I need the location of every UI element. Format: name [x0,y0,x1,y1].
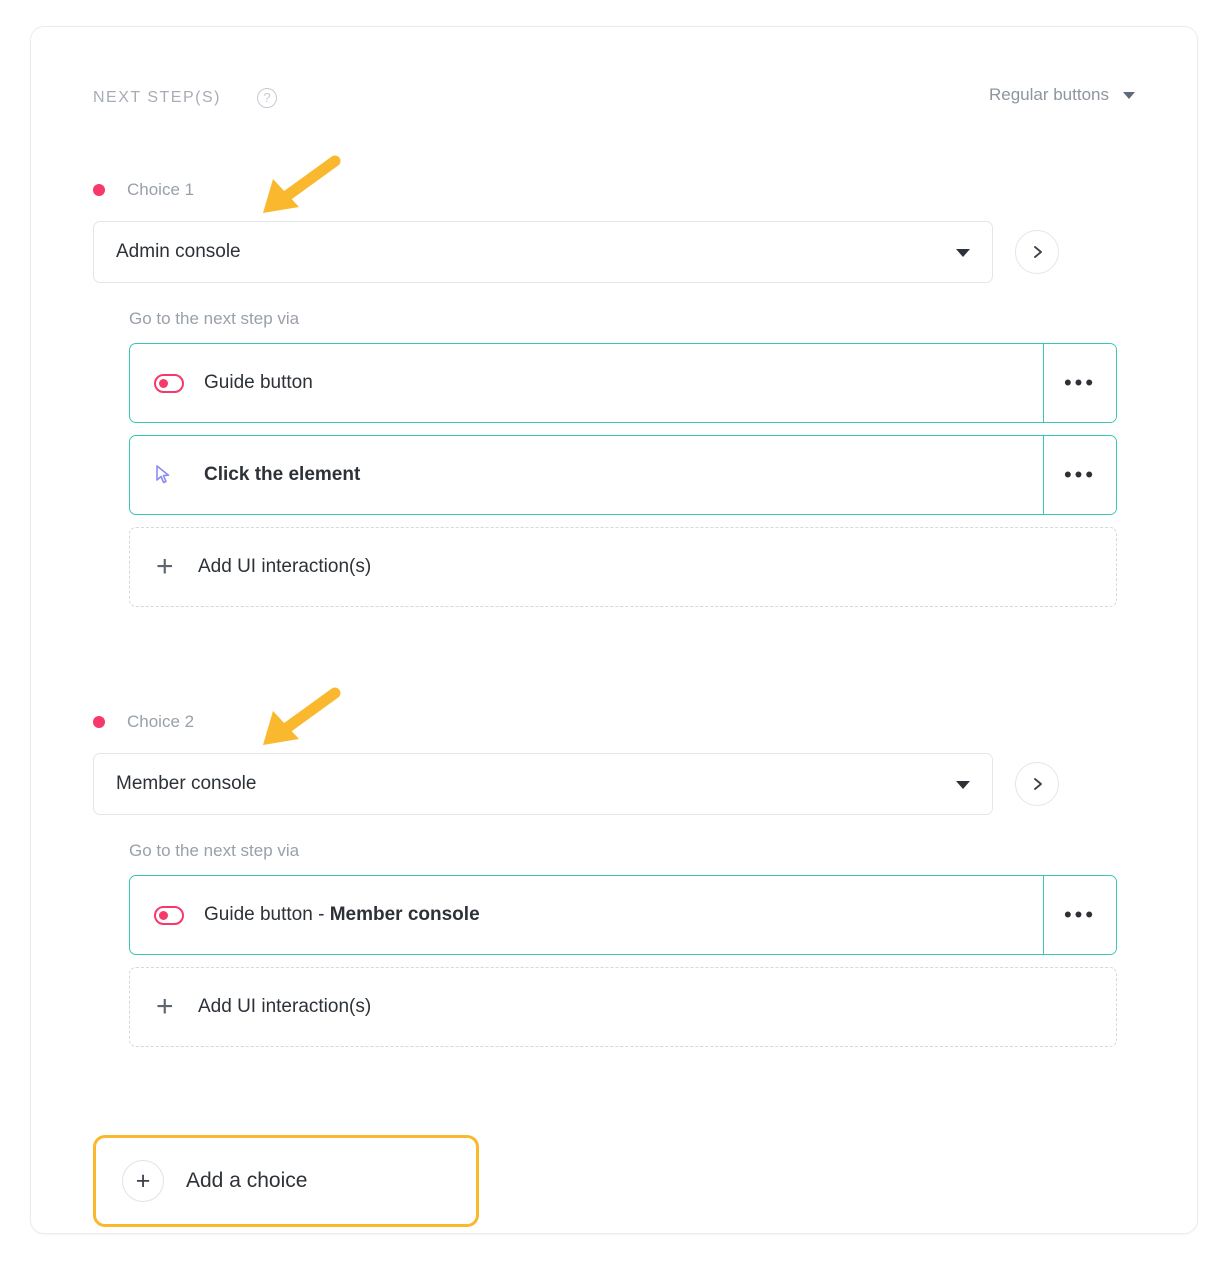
toggle-pill-icon [154,906,194,925]
choice-dot-icon [93,716,105,728]
choice-1-via-label: Go to the next step via [129,309,300,328]
question-circle-icon[interactable]: ? [257,88,277,108]
cursor-arrow-icon [154,464,194,486]
chevron-down-icon [1123,92,1135,99]
choice-1-header [93,177,1149,203]
next-steps-panel [30,26,1198,1234]
add-a-choice-button[interactable] [93,1135,479,1227]
choice-1-target-select[interactable] [93,221,993,283]
panel-header [93,85,1135,117]
interaction-row[interactable] [129,875,1117,955]
plus-circle-icon: + [122,1160,164,1202]
choice-1-interactions [129,343,1117,607]
page-title: NEXT STEP(S) [93,89,221,106]
interaction-label: Click the element [204,464,361,485]
choice-dot-icon [93,184,105,196]
choice-1-label: Choice 1 [127,180,195,199]
interaction-row[interactable] [129,435,1117,515]
interaction-more-menu[interactable]: ••• [1043,344,1116,422]
chevron-down-icon [956,781,970,789]
plus-icon: + [156,550,174,583]
choice-block-2 [93,709,1149,1047]
choice-1-go-button[interactable] [1015,230,1059,274]
toggle-pill-icon [154,374,194,393]
choice-2-go-button[interactable] [1015,762,1059,806]
button-mode-value: Regular buttons [988,85,1109,104]
interaction-label: Guide button [204,372,313,393]
interaction-label-target: Member console [329,904,480,925]
add-ui-interaction-label: Add UI interaction(s) [198,996,372,1017]
choice-2-interactions [129,875,1117,1047]
add-ui-interaction-button-2[interactable] [129,967,1117,1047]
interaction-guide-button[interactable] [130,344,1043,422]
plus-icon: + [156,990,174,1023]
choice-block-1 [93,177,1149,607]
interaction-label-prefix: Guide button - [204,904,330,925]
choice-2-header [93,709,1149,735]
choice-1-select-row [93,221,1149,283]
choice-2-label: Choice 2 [127,712,195,731]
interaction-row[interactable] [129,343,1117,423]
chevron-down-icon [956,249,970,257]
interaction-more-menu[interactable]: ••• [1043,876,1116,954]
choice-2-via-label: Go to the next step via [129,841,300,860]
interaction-label [204,904,480,926]
add-ui-interaction-button-1[interactable] [129,527,1117,607]
choice-2-target-select[interactable] [93,753,993,815]
interaction-click-element[interactable] [130,436,1043,514]
interaction-guide-button-member[interactable] [130,876,1043,954]
choice-2-target-value: Member console [116,773,257,794]
add-a-choice-label: Add a choice [186,1169,308,1192]
interaction-more-menu[interactable]: ••• [1043,436,1116,514]
choice-2-select-row [93,753,1149,815]
add-ui-interaction-label: Add UI interaction(s) [198,556,372,577]
button-mode-select[interactable] [989,85,1135,105]
choice-1-target-value: Admin console [116,241,241,262]
